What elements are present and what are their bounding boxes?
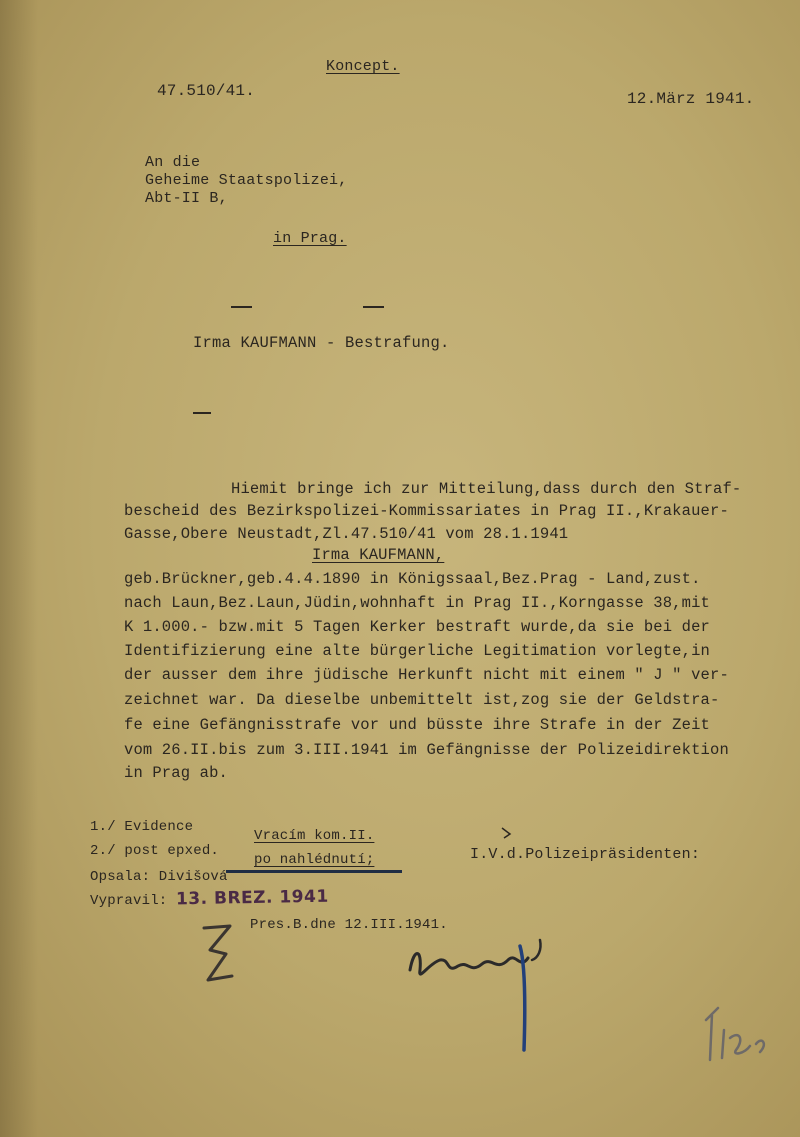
date-stamp: 13. BREZ. 1941 — [175, 886, 329, 910]
dispatched-label: Vypravil: — [90, 893, 168, 909]
signatory-line: I.V.d.Polizeipräsidenten: — [470, 846, 701, 863]
body-line-9: zeichnet war. Da dieselbe unbemittelt ist,zog sie der Geldstra- — [124, 691, 720, 709]
body-line-1: Hiemit bringe ich zur Mitteilung,dass durch den Straf- — [231, 480, 742, 498]
pencil-tick-mark — [500, 826, 516, 840]
subject-line: Irma KAUFMANN - Bestrafung. — [193, 334, 450, 352]
addressee-line-1: An die — [145, 154, 201, 171]
typed-by-line: Opsala: Divišová — [90, 869, 228, 885]
distribution-evidence: 1./ Evidence — [90, 819, 194, 835]
body-line-4: geb.Brückner,geb.4.4.1890 in Königssaal,Bez.Prag - Land,zust. — [124, 570, 701, 588]
body-line-2: bescheid des Bezirkspolizei-Kommissariates in Prag II.,Krakauer- — [124, 502, 729, 520]
document-date: 12.März 1941. — [627, 90, 755, 108]
addressee-city: in Prag. — [273, 230, 347, 247]
body-line-6: K 1.000.- bzw.mit 5 Tagen Kerker bestraft wurde,da sie bei der — [124, 618, 710, 636]
person-name: Irma KAUFMANN, — [312, 546, 445, 564]
distribution-post: 2./ post epxed. — [90, 843, 220, 859]
body-line-10: fe eine Gefängnisstrafe vor und büsste ihre Strafe in der Zeit — [124, 716, 710, 734]
pencil-initials-mark — [700, 1000, 780, 1070]
signature-mark — [400, 930, 570, 1060]
body-line-11: vom 26.II.bis zum 3.III.1941 im Gefängnisse der Polizeidirektion — [124, 741, 729, 759]
body-line-12: in Prag ab. — [124, 764, 228, 782]
reference-number: 47.510/41. — [157, 82, 256, 100]
concept-label: Koncept. — [326, 58, 400, 75]
ink-underline — [226, 870, 402, 873]
body-line-5: nach Laun,Bez.Laun,Jüdin,wohnhaft in Prag II.,Korngasse 38,mit — [124, 594, 710, 612]
addressee-line-3: Abt-II B, — [145, 190, 228, 207]
body-line-3: Gasse,Obere Neustadt,Zl.47.510/41 vom 28.1.1941 — [124, 525, 569, 543]
body-line-8: der ausser dem ihre jüdische Herkunft nicht mit einem " J " ver- — [124, 666, 729, 684]
separator-dash — [363, 306, 384, 308]
presented-line: Pres.B.dne 12.III.1941. — [250, 917, 448, 933]
pencil-initial-mark — [190, 920, 250, 990]
addressee-line-2: Geheime Staatspolizei, — [145, 172, 348, 189]
separator-dash — [193, 412, 211, 414]
handwritten-note-after-view: po nahlédnutí; — [254, 852, 375, 868]
body-line-7: Identifizierung eine alte bürgerliche Legitimation vorlegte,in — [124, 642, 710, 660]
separator-dash — [231, 306, 252, 308]
handwritten-note-returned: Vracím kom.II. — [254, 828, 375, 844]
